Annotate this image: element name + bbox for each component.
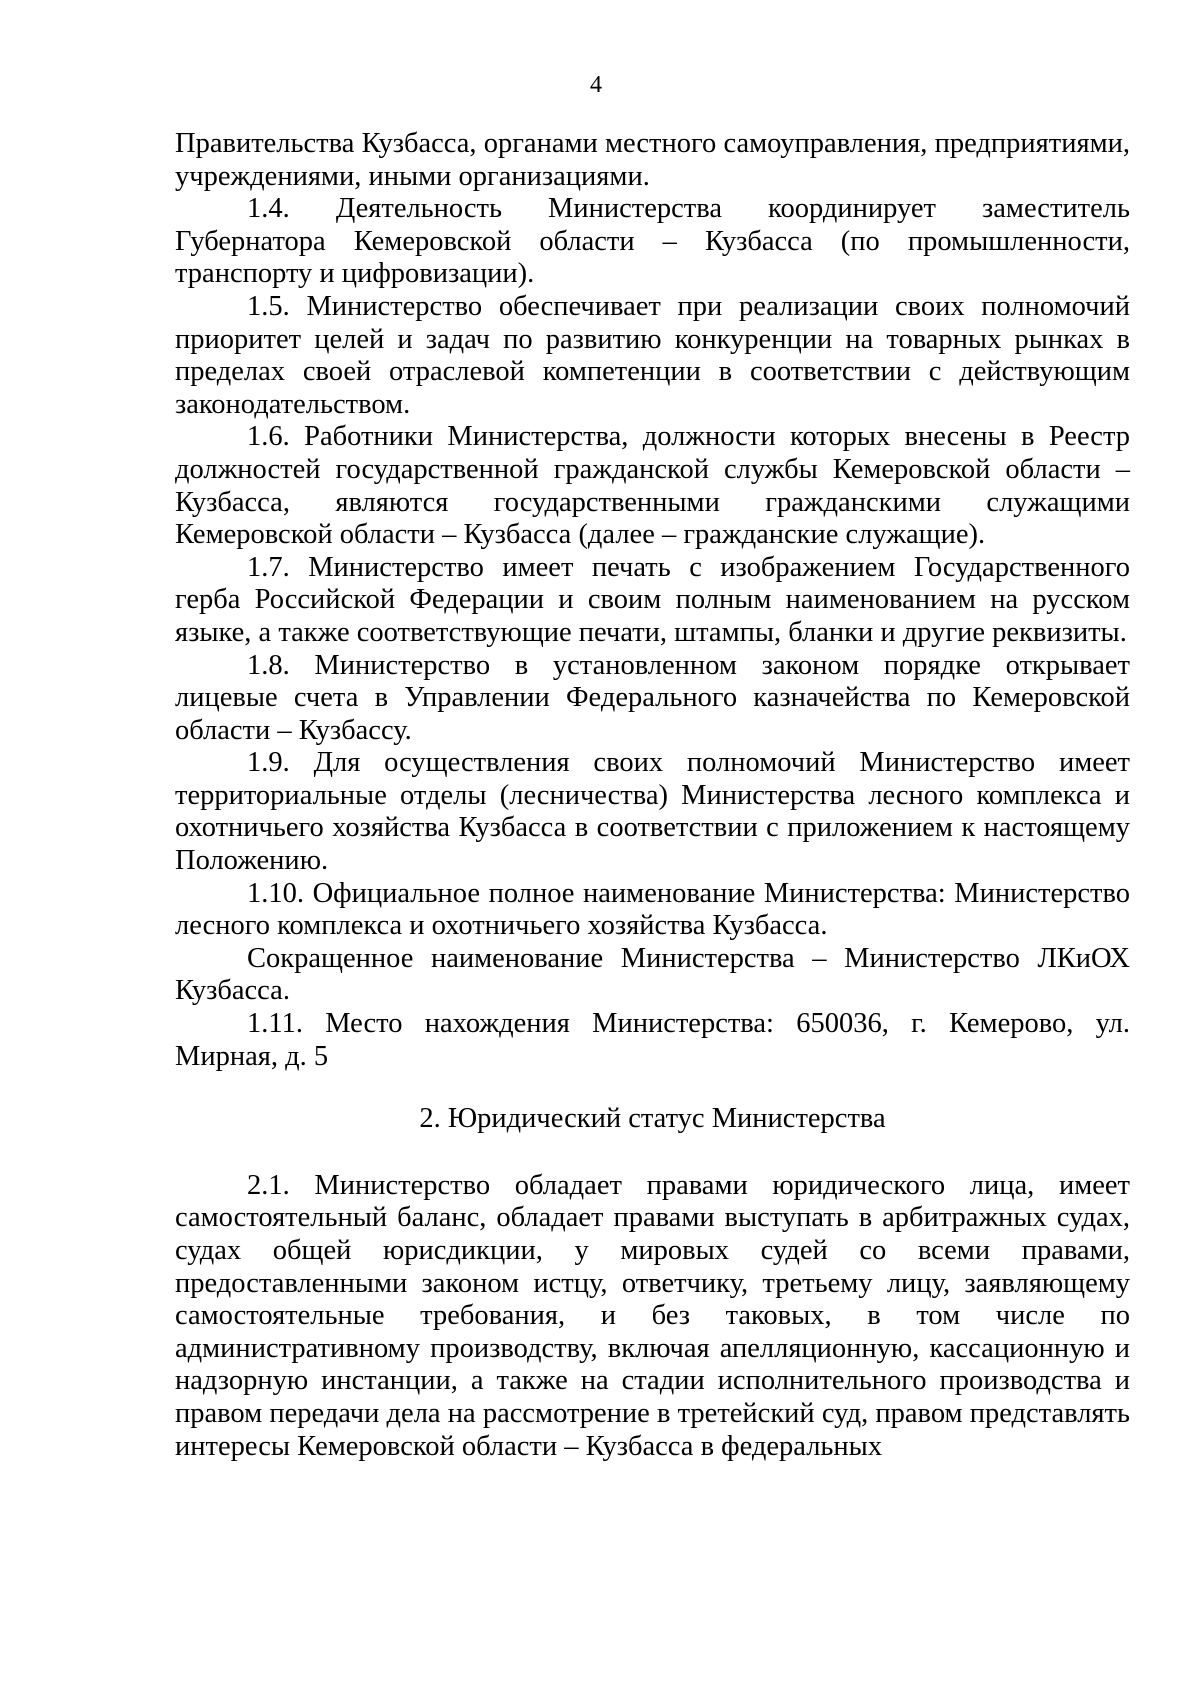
paragraph-1-3-continuation: Правительства Кузбасса, органами местного самоуправления, предприятиями, учреждениями, иными организациями. <box>175 128 1130 192</box>
paragraph-1-11: 1.11. Место нахождения Министерства: 650036, г. Кемерово, ул. Мирная, д. 5 <box>175 1008 1130 1072</box>
paragraph-1-6: 1.6. Работники Министерства, должности которых внесены в Реестр должностей государственной гражданской службы Кемеровской области – Кузбасса, являются государственными гражданскими служащими Кемеровской области – Кузбасса (далее – гражданские служащие). <box>175 421 1130 551</box>
paragraph-1-10: 1.10. Официальное полное наименование Министерства: Министерство лесного комплекса и охотничьего хозяйства Кузбасса. <box>175 877 1130 942</box>
paragraph-1-5: 1.5. Министерство обеспечивает при реализации своих полномочий приоритет целей и задач по развитию конкуренции на товарных рынках в пределах своей отраслевой компетенции в соответствии с действующим законодательством. <box>175 290 1130 420</box>
paragraph-short-name: Сокращенное наименование Министерства – Министерство ЛКиОХ Кузбасса. <box>175 942 1130 1007</box>
paragraph-1-7: 1.7. Министерство имеет печать с изображением Государственного герба Российской Федерации и своим полным наименованием на русском языке, а также соответствующие печати, штампы, бланки и другие реквизиты. <box>175 551 1130 648</box>
page-number: 4 <box>590 72 602 98</box>
paragraph-1-4: 1.4. Деятельность Министерства координирует заместитель Губернатора Кемеровской области – Кузбасса (по промышленности, транспорту и цифровизации). <box>175 193 1130 290</box>
document-body <box>175 128 1130 1463</box>
paragraph-1-8: 1.8. Министерство в установленном законом порядке открывает лицевые счета в Управлении Федерального казначейства по Кемеровской области – Кузбассу. <box>175 649 1130 746</box>
paragraph-2-1: 2.1. Министерство обладает правами юридического лица, имеет самостоятельный баланс, обладает правами выступать в арбитражных судах, судах общей юрисдикции, у мировых судей со всеми правами, предоставленными законом истцу, ответчику, третьему лицу, заявляющему самостоятельные требования, и без таковых, в том числе по административному производству, включая апелляционную, кассационную и надзорную инстанции, а также на стадии исполнительного производства и правом передачи дела на рассмотрение в третейский суд, правом представлять интересы Кемеровской области – Кузбасса в федеральных <box>175 1169 1130 1462</box>
section-heading: 2. Юридический статус Министерства <box>419 1103 886 1135</box>
paragraph-1-9: 1.9. Для осуществления своих полномочий Министерство имеет территориальные отделы (лесничества) Министерства лесного комплекса и охотничьего хозяйства Кузбасса в соответствии с приложением к настоящему Положению. <box>175 747 1130 877</box>
